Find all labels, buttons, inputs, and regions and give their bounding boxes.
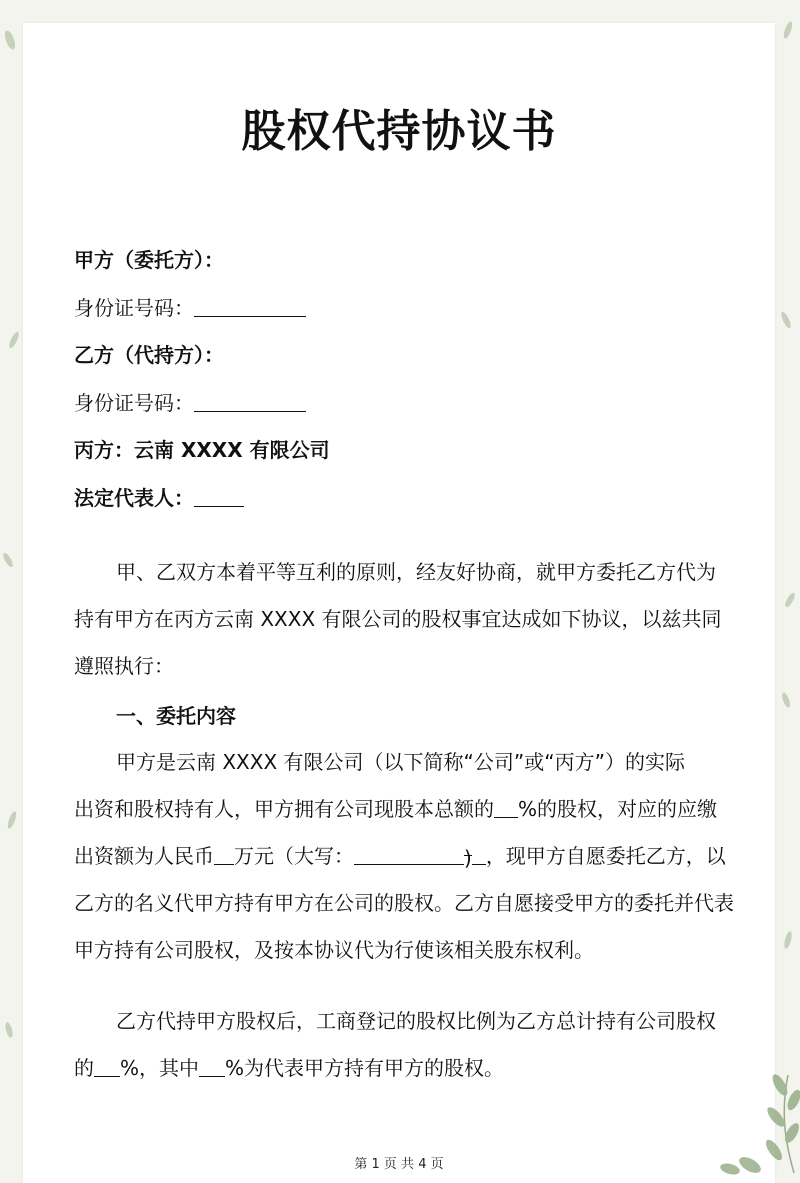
legal-rep-label: 法定代表人： xyxy=(74,486,194,510)
s1-p1-line xyxy=(74,833,774,880)
section-1-paragraph-2 xyxy=(74,998,774,1092)
party-b-label: 乙方（代持方）： xyxy=(74,340,224,370)
intro-line: 持有甲方在丙方云南 XXXX 有限公司的股权事宜达成如下协议，以兹共同 xyxy=(74,596,774,643)
intro-line: 甲、乙双方本着平等互利的原则，经友好协商，就甲方委托乙方代为 xyxy=(74,549,774,596)
text-fragment: 万元（大写： xyxy=(234,844,354,868)
text-fragment: ) xyxy=(464,835,472,856)
s1-p1-line xyxy=(74,786,774,833)
party-a-label: 甲方（委托方）： xyxy=(74,245,224,275)
total-percent-blank xyxy=(94,1056,120,1077)
left-leaf-decoration-icon xyxy=(0,0,24,1175)
party-a-id-row xyxy=(74,293,306,323)
intro-paragraph xyxy=(74,549,774,690)
s1-p1-line: 乙方的名义代甲方持有甲方在公司的股权。乙方自愿接受甲方的委托并代表 xyxy=(74,880,774,927)
s1-p1-line: 甲方持有公司股权，及按本协议代为行使该相关股东权利。 xyxy=(74,927,774,974)
document-page xyxy=(23,23,775,1183)
section-1-paragraph-1 xyxy=(74,739,774,974)
closing-blank xyxy=(472,844,486,865)
text-fragment: 出资和股权持有人，甲方拥有公司现股本总额的 xyxy=(74,797,494,821)
party-a-percent-blank xyxy=(199,1056,225,1077)
legal-rep-blank xyxy=(194,486,244,507)
document-title: 股权代持协议书 xyxy=(23,95,775,159)
amount-blank xyxy=(214,844,234,865)
text-fragment: %的股权，对应的应缴 xyxy=(518,797,717,821)
party-a-id-blank xyxy=(194,296,306,317)
corner-leaf-decoration-icon xyxy=(690,1055,800,1175)
text-fragment: 的 xyxy=(74,1056,94,1080)
text-fragment: %为代表甲方持有甲方的股权。 xyxy=(225,1056,504,1080)
s1-p2-line: 乙方代持甲方股权后，工商登记的股权比例为乙方总计持有公司股权 xyxy=(74,998,774,1045)
s1-p2-line xyxy=(74,1045,774,1092)
text-fragment: ，现甲方自愿委托乙方，以 xyxy=(486,844,726,868)
text-fragment: 出资额为人民币 xyxy=(74,844,214,868)
section-1-heading: 一、委托内容 xyxy=(116,701,236,731)
right-leaf-decoration-icon xyxy=(774,0,800,1175)
amount-capital-blank xyxy=(354,844,464,865)
text-fragment: %，其中 xyxy=(120,1056,199,1080)
intro-line: 遵照执行： xyxy=(74,643,774,690)
party-b-id-row xyxy=(74,388,306,418)
party-c-label: 丙方：云南 XXXX 有限公司 xyxy=(74,435,330,465)
party-b-id-blank xyxy=(194,391,306,412)
s1-p1-line: 甲方是云南 XXXX 有限公司（以下简称“公司”或“丙方”）的实际 xyxy=(74,739,774,786)
page-footer: 第 1 页 共 4 页 xyxy=(23,1153,775,1172)
party-b-id-label: 身份证号码： xyxy=(74,391,194,415)
share-percent-blank xyxy=(494,797,518,818)
legal-rep-row xyxy=(74,483,244,513)
party-a-id-label: 身份证号码： xyxy=(74,296,194,320)
